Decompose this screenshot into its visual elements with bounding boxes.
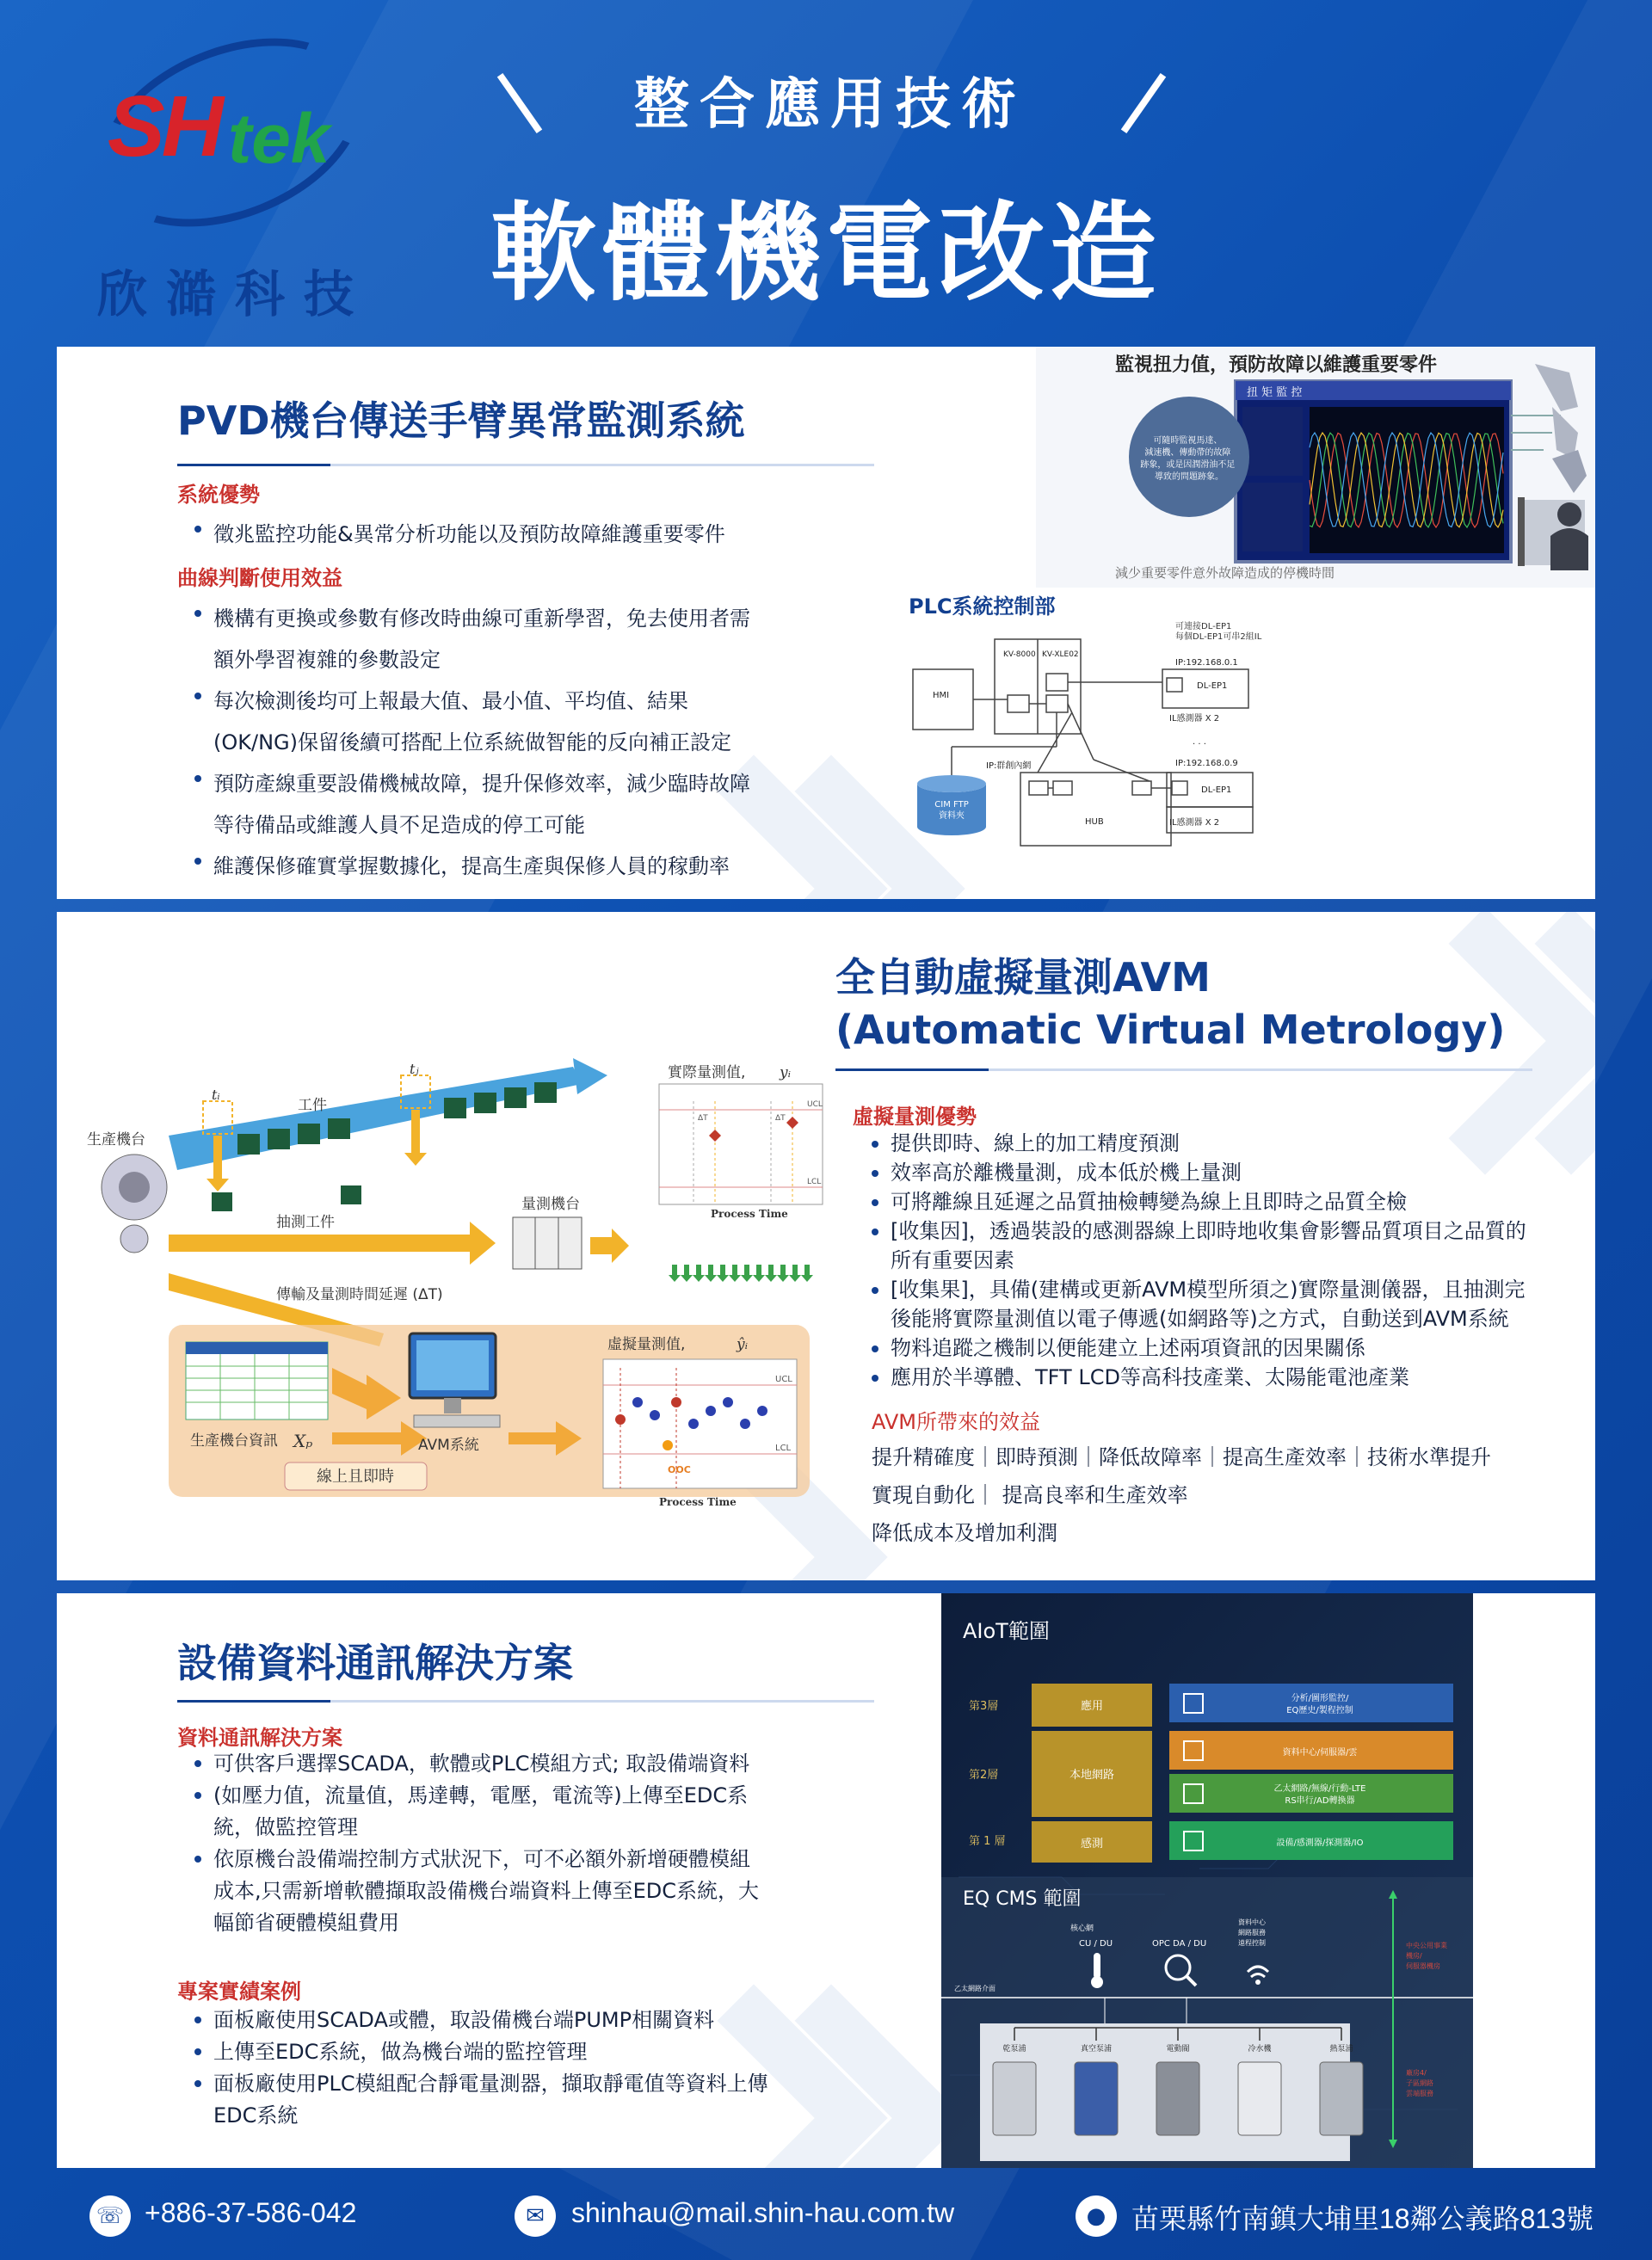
list-item: (如壓力值，流量值，馬達轉，電壓，電流等)上傳至EDC系 統，做監控管理: [193, 1780, 881, 1844]
logo-sh: SH: [108, 78, 220, 175]
svg-text:第 1 層: 第 1 層: [969, 1835, 1006, 1848]
down-arrow-icon: [681, 1265, 693, 1282]
phone-icon: ☏: [89, 2195, 131, 2237]
aiot-eqcms-graphic: [941, 1593, 1473, 2168]
edc-panel: [57, 1593, 1595, 2168]
avm-advantages-heading: 虛擬量測優勢: [853, 1105, 977, 1129]
plc-system-diagram: [900, 588, 1347, 889]
svg-text:CIM FTP: CIM FTP: [934, 800, 969, 810]
chart-point: [663, 1440, 673, 1450]
svg-text:資料中心: 資料中心: [1238, 1918, 1266, 1926]
svg-text:扭 矩 監 控: 扭 矩 監 控: [1247, 386, 1303, 399]
pvd-title-rule: [177, 464, 874, 466]
svg-text:UCL: UCL: [775, 1375, 792, 1384]
down-arrow-icon: [729, 1265, 741, 1282]
svg-text:每個DL-EP1可串2組IL: 每個DL-EP1可串2組IL: [1175, 632, 1262, 642]
equipment-icon: [993, 2062, 1036, 2135]
svg-text:AVM系統: AVM系統: [418, 1437, 479, 1454]
svg-text:資料夾: 資料夾: [939, 811, 965, 821]
svg-text:PLC系統控制部: PLC系統控制部: [909, 594, 1056, 619]
equipment-label: 冷水機: [1248, 2045, 1272, 2054]
chart-point: [740, 1419, 750, 1429]
avm-benefit-heading: AVM所帶來的效益: [872, 1410, 1041, 1434]
svg-text:量測機台: 量測機台: [521, 1196, 580, 1213]
svg-text:監視扭力值，預防故障以維護重要零件: 監視扭力值，預防故障以維護重要零件: [1115, 354, 1438, 376]
svg-text:生產機台: 生產機台: [87, 1131, 145, 1148]
svg-text:傳輸及量測時間延遲 (ΔT): 傳輸及量測時間延遲 (ΔT): [276, 1286, 443, 1303]
svg-text:HMI: HMI: [933, 691, 950, 700]
edc-cases-heading: 專案實績案例: [177, 1980, 301, 2004]
svg-text:可隨時監視馬達、 減速機、傳動帶的故障: 可隨時監視馬達、 減速機、傳動帶的故障 跡象，或是因潤滑油不足 導致的問題跡象。: [1140, 436, 1236, 482]
aiot-layer-desc: 分析/圖形監控/: [1291, 1694, 1349, 1703]
svg-text:ΔT: ΔT: [698, 1114, 708, 1123]
list-item: 面板廠使用PLC模組配合靜電量測器，擷取靜電值等資料上傳 EDC系統: [193, 2068, 881, 2132]
down-arrow-icon: [789, 1265, 801, 1282]
list-item: 機構有更換或參數有修改時曲線可重新學習，免去使用者需 額外學習複雜的參數設定: [193, 598, 881, 680]
svg-text:應用: 應用: [1080, 1700, 1104, 1713]
svg-text:第3層: 第3層: [969, 1700, 999, 1713]
aiot-layer-desc: 乙太網路/無線/行動-LTE: [1273, 1784, 1366, 1794]
svg-text:生產機台資訊: 生產機台資訊: [190, 1432, 278, 1450]
chart-point: [632, 1397, 643, 1407]
svg-text:本地網路: 本地網路: [1069, 1769, 1115, 1782]
svg-text:核心網: 核心網: [1070, 1924, 1094, 1933]
down-arrow-icon: [669, 1265, 681, 1282]
down-arrow-icon: [705, 1265, 717, 1282]
svg-text:IL感測器 X 2: IL感測器 X 2: [1169, 714, 1220, 724]
avm-title: 全自動虛擬量測AVM: [835, 954, 1211, 1001]
svg-text:HUB: HUB: [1085, 817, 1104, 827]
pvd-advantages-list: [193, 514, 881, 555]
pvd-benefits-heading: 曲線判斷使用效益: [177, 566, 342, 590]
location-pin-icon: ●: [1076, 2195, 1117, 2237]
chart-point: [723, 1397, 733, 1407]
svg-text:伺服器機房: 伺服器機房: [1406, 1962, 1440, 1970]
svg-text:AIoT範圍: AIoT範圍: [963, 1619, 1050, 1643]
list-item: 可將離線且延遲之品質抽檢轉變為線上且即時之品質全檢: [870, 1187, 1584, 1216]
page-title: 軟體機電改造: [490, 192, 1162, 316]
svg-text:IP:192.168.0.9: IP:192.168.0.9: [1175, 759, 1238, 768]
svg-text:yᵢ: yᵢ: [780, 1064, 792, 1081]
mail-icon: ✉: [515, 2195, 556, 2237]
svg-text:tᵢ: tᵢ: [212, 1087, 220, 1103]
edc-solutions-list: [193, 1748, 881, 1939]
svg-text:雲端服務: 雲端服務: [1406, 2090, 1433, 2097]
svg-text:LCL: LCL: [807, 1178, 822, 1186]
aiot-layer-desc: 資料中心/伺服器/雲: [1282, 1748, 1358, 1758]
list-item: 上傳至EDC系統，做為機台端的監控管理: [193, 2036, 881, 2068]
avm-title-en: (Automatic Virtual Metrology): [835, 1007, 1506, 1053]
equipment-label: 電動閥: [1166, 2045, 1190, 2054]
list-item: 依原機台設備端控制方式狀況下，可不必額外新增硬體模組 成本,只需新增軟體擷取設備機台端資料上傳至EDC系統，大 幅節省硬體模組費用: [193, 1844, 881, 1939]
svg-text:子區網路: 子區網路: [1406, 2079, 1433, 2087]
svg-text:UCL: UCL: [807, 1100, 823, 1109]
page-subtitle: 整合應用技術: [634, 73, 1026, 137]
down-arrow-icon: [753, 1265, 765, 1282]
svg-text:廠房4/: 廠房4/: [1406, 2069, 1427, 2077]
svg-text:中央公用事業: 中央公用事業: [1406, 1942, 1447, 1949]
equipment-icon: [1075, 2062, 1118, 2135]
svg-text:減少重要零件意外故障造成的停機時間: 減少重要零件意外故障造成的停機時間: [1115, 565, 1335, 581]
list-item: 維護保修確實掌握數據化，提高生產與保修人員的稼動率: [193, 846, 881, 887]
list-item: [收集果]，具備(建構或更新AVM模型所須之)實際量測儀器，且抽測完 後能將實際量測值以電子傳遞(如網路等)之方式，自動送到AVM系統: [870, 1275, 1584, 1333]
chart-point: [688, 1419, 699, 1429]
avm-panel: [57, 912, 1595, 1580]
equipment-label: 乾泵浦: [1002, 2045, 1026, 2054]
down-arrow-icon: [717, 1265, 729, 1282]
title-slash-left: [497, 73, 542, 133]
svg-text:DL-EP1: DL-EP1: [1201, 785, 1232, 795]
list-item: 提供即時、線上的加工精度預測: [870, 1129, 1584, 1158]
equipment-label: 熱泵浦: [1329, 2045, 1353, 2054]
pvd-panel: [57, 347, 1595, 899]
logo-tek: tek: [228, 100, 330, 178]
footer-phone[interactable]: +886-37-586-042: [145, 2197, 357, 2228]
footer-email[interactable]: shinhau@mail.shin-hau.com.tw: [571, 2197, 955, 2228]
list-item: [收集因]，透過裝設的感測器線上即時地收集會影響品質項目之品質的 所有重要因素: [870, 1216, 1584, 1275]
svg-text:抽測工件: 抽測工件: [276, 1214, 335, 1231]
avm-advantages-list: [870, 1129, 1584, 1392]
edc-title-rule: [177, 1700, 874, 1703]
aiot-layer-desc: 設備/感測器/探測器/IO: [1276, 1838, 1364, 1848]
company-logo: [90, 39, 374, 323]
list-item: 應用於半導體、TFT LCD等高科技產業、太陽能電池產業: [870, 1363, 1584, 1392]
list-item: 預防產線重要設備機械故障，提升保修效率，減少臨時故障 等待備品或維護人員不足造成的停工可能: [193, 763, 881, 846]
down-arrow-icon: [741, 1265, 753, 1282]
list-item: 物料追蹤之機制以便能建立上述兩項資訊的因果關係: [870, 1333, 1584, 1363]
svg-text:· · ·: · · ·: [1193, 740, 1206, 749]
svg-text:EQ CMS 範圍: EQ CMS 範圍: [963, 1888, 1082, 1910]
down-arrow-icon: [765, 1265, 777, 1282]
list-item: 每次檢測後均可上報最大值、最小值、平均值、結果 (OK/NG)保留後續可搭配上位系統做智能的反向補正設定: [193, 680, 881, 763]
chart-point: [757, 1406, 767, 1416]
footer-address: 苗栗縣竹南鎮大埔里18鄰公義路813號: [1131, 2203, 1593, 2234]
svg-text:IP:群創內網: IP:群創內網: [986, 761, 1032, 771]
avm-title-rule: [835, 1068, 1532, 1071]
pvd-title: PVD機台傳送手臂異常監測系統: [177, 397, 745, 444]
chart-point: [650, 1410, 660, 1420]
title-slash-right: [1121, 73, 1166, 133]
svg-text:ΔT: ΔT: [775, 1114, 786, 1123]
svg-text:IP:192.168.0.1: IP:192.168.0.1: [1175, 658, 1238, 668]
down-arrow-icon: [777, 1265, 789, 1282]
avm-benefit-line: 實現自動化｜ 提高良率和生產效率: [872, 1483, 1188, 1507]
equipment-icon: [1156, 2062, 1199, 2135]
avm-benefit-line: 降低成本及增加利潤: [872, 1521, 1057, 1545]
list-item: 可供客戶選擇SCADA，軟體或PLC模組方式; 取設備端資料: [193, 1748, 881, 1780]
svg-text:IL感測器 X 2: IL感測器 X 2: [1169, 818, 1220, 828]
logo-chinese-name: 欣澔科技: [97, 265, 373, 323]
chart-point: [671, 1397, 681, 1407]
equipment-label: 真空泵浦: [1080, 2045, 1113, 2054]
svg-text:虛擬量測值,: 虛擬量測值,: [607, 1336, 686, 1353]
edc-title: 設備資料通訊解決方案: [177, 1640, 573, 1686]
svg-text:CU / DU: CU / DU: [1079, 1939, 1113, 1949]
svg-text:Process Time: Process Time: [711, 1208, 788, 1220]
footer-contact-bar: [0, 2177, 1652, 2260]
svg-text:DL-EP1: DL-EP1: [1197, 681, 1228, 691]
svg-text:OPC DA / DU: OPC DA / DU: [1152, 1939, 1207, 1949]
svg-text:遠程控制: 遠程控制: [1238, 1939, 1266, 1947]
svg-text:實際量測值,: 實際量測值,: [668, 1064, 746, 1081]
chart-point: [706, 1406, 716, 1416]
svg-text:乙太網路介面: 乙太網路介面: [954, 1985, 996, 1992]
svg-text:OOC: OOC: [668, 1464, 691, 1475]
svg-text:線上且即時: 線上且即時: [317, 1468, 394, 1486]
equipment-icon: [1238, 2062, 1281, 2135]
svg-text:機房/: 機房/: [1406, 1952, 1422, 1960]
svg-text:KV-8000: KV-8000: [1003, 650, 1036, 659]
svg-text:工件: 工件: [298, 1097, 327, 1114]
edc-cases-list: [193, 2004, 881, 2132]
aiot-layer-desc: EQ歷史/製程控制: [1286, 1706, 1353, 1715]
down-arrow-icon: [693, 1265, 705, 1282]
svg-text:tⱼ: tⱼ: [410, 1061, 419, 1077]
aiot-layer-desc: RS串行/AD轉換器: [1285, 1796, 1355, 1806]
pvd-benefits-list: [193, 598, 881, 887]
list-item: 效率高於離機量測，成本低於機上量測: [870, 1158, 1584, 1187]
pvd-advantages-heading: 系統優勢: [177, 483, 260, 507]
torque-monitor-illustration: [1036, 347, 1595, 588]
svg-text:可連接DL-EP1: 可連接DL-EP1: [1175, 622, 1232, 631]
list-item: 徵兆監控功能&異常分析功能以及預防故障維護重要零件: [193, 514, 881, 555]
avm-process-diagram: [74, 1041, 831, 1514]
svg-text:Xₚ: Xₚ: [293, 1431, 313, 1451]
svg-text:感測: 感測: [1080, 1838, 1104, 1850]
svg-text:LCL: LCL: [775, 1444, 792, 1453]
chart-point: [615, 1414, 626, 1425]
svg-text:ŷᵢ: ŷᵢ: [737, 1336, 749, 1353]
svg-text:網路服務: 網路服務: [1238, 1929, 1266, 1937]
svg-text:Process Time: Process Time: [659, 1496, 737, 1508]
avm-benefit-line: 提升精確度｜即時預測｜降低故障率｜提高生產效率｜技術水準提升: [872, 1445, 1491, 1469]
svg-text:第2層: 第2層: [969, 1769, 999, 1782]
list-item: 面板廠使用SCADA或體，取設備機台端PUMP相關資料: [193, 2004, 881, 2036]
svg-text:KV-XLE02: KV-XLE02: [1042, 650, 1079, 659]
edc-solutions-heading: 資料通訊解決方案: [177, 1726, 342, 1750]
down-arrow-icon: [801, 1265, 813, 1282]
equipment-icon: [1320, 2062, 1363, 2135]
